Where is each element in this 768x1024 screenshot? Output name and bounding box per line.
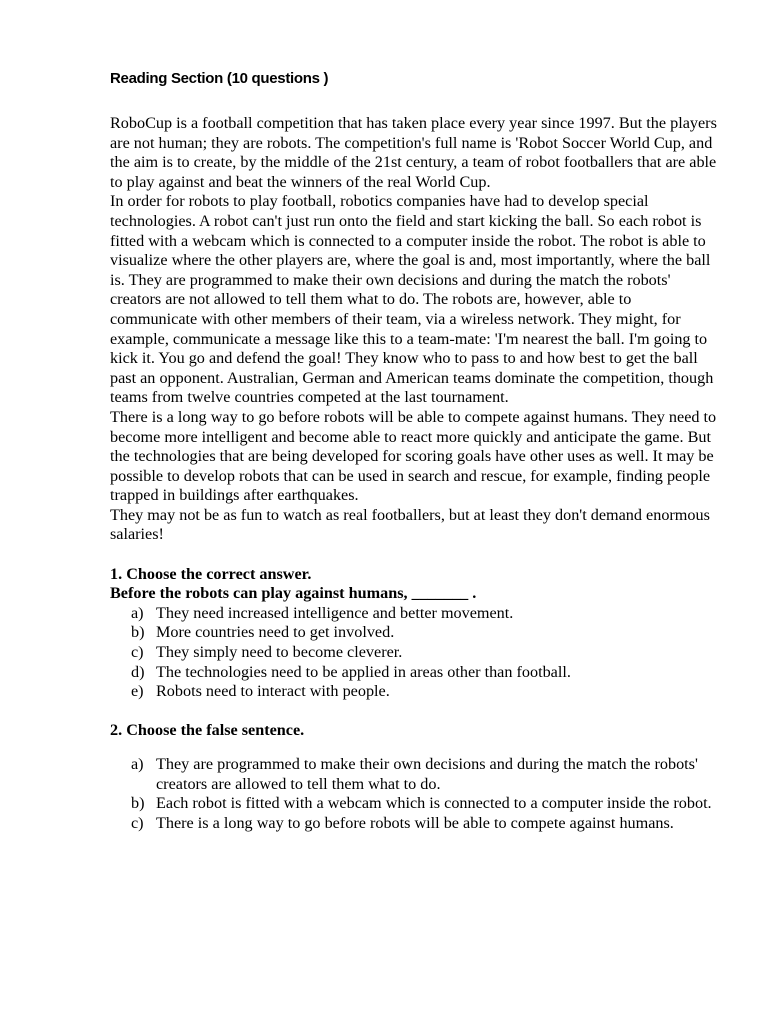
option-letter: a) xyxy=(131,755,144,773)
answer-option xyxy=(110,623,720,643)
option-letter: a) xyxy=(131,603,144,622)
answer-option xyxy=(110,643,720,663)
option-text: The technologies need to be applied in areas other than football. xyxy=(156,662,571,681)
question-title: 2. Choose the false sentence. xyxy=(110,721,305,740)
option-text: They need increased intelligence and better movement. xyxy=(156,603,514,622)
question-1 xyxy=(110,565,720,702)
spacer xyxy=(110,741,720,755)
question-2 xyxy=(110,721,720,833)
passage-paragraph: They may not be as fun to watch as real footballers, but at least they don't demand enormous salaries! xyxy=(110,505,710,544)
option-letter: b) xyxy=(131,623,145,642)
answer-option xyxy=(110,682,720,702)
option-letter: c) xyxy=(131,813,144,832)
option-letter: e) xyxy=(131,682,144,701)
document-page xyxy=(110,68,720,833)
option-text: Each robot is fitted with a webcam which is connected to a computer inside the robot. xyxy=(156,794,712,813)
option-letter: d) xyxy=(131,662,145,681)
answer-option xyxy=(110,814,720,834)
option-text: They are programmed to make their own decisions and during the match the robots' creators are allowed to tell them what to do. xyxy=(156,755,698,793)
passage-paragraph: RoboCup is a football competition that has taken place every year since 1997. But the players are not human; they are robots. The competition's full name is 'Robot Soccer World Cup, and the aim is to create, by the middle of the 21st century, a team of robot footballers that are able to play against and beat the winners of the real World Cup. xyxy=(110,114,717,191)
reading-passage xyxy=(110,114,720,545)
answer-option xyxy=(110,794,720,814)
option-letter: b) xyxy=(131,794,145,813)
question-prompt: Before the robots can play against humans, _______ . xyxy=(110,584,477,603)
question-title: 1. Choose the correct answer. xyxy=(110,564,312,583)
option-text: Robots need to interact with people. xyxy=(156,682,390,701)
passage-paragraph: In order for robots to play football, robotics companies have had to develop special technologies. A robot can't just run onto the field and start kicking the ball. So each robot is fitted with a webcam which is connected to a computer inside the robot. The robot is able to visualize where the other players are, where the goal is and, most importantly, where the ball is. They are programmed to make their own decisions and during the match the robots' creators are not allowed to tell them what to do. The robots are, however, able to communicate with other members of their team, via a wireless network. They might, for example, communicate a message like this to a team-mate: 'I'm nearest the ball. I'm going to kick it. You go and defend the goal! They know who to pass to and how best to get the ball past an opponent. Australian, German and American teams dominate the competition, though teams from twelve countries competed at the last tournament. xyxy=(110,192,714,407)
answer-options xyxy=(110,604,720,702)
answer-options xyxy=(110,755,720,833)
answer-option xyxy=(110,755,720,794)
section-heading: Reading Section (10 questions ) xyxy=(110,70,329,87)
option-text: There is a long way to go before robots will be able to compete against humans. xyxy=(156,813,674,832)
option-text: More countries need to get involved. xyxy=(156,623,395,642)
option-text: They simply need to become cleverer. xyxy=(156,643,403,662)
passage-paragraph: There is a long way to go before robots will be able to compete against humans. They need to become more intelligent and become able to react more quickly and anticipate the game. But the technologies that are being developed for scoring goals have other uses as well. It may be possible to develop robots that can be used in search and rescue, for example, finding people trapped in buildings after earthquakes. xyxy=(110,407,717,505)
option-letter: c) xyxy=(131,643,144,662)
answer-option xyxy=(110,604,720,624)
answer-option xyxy=(110,663,720,683)
